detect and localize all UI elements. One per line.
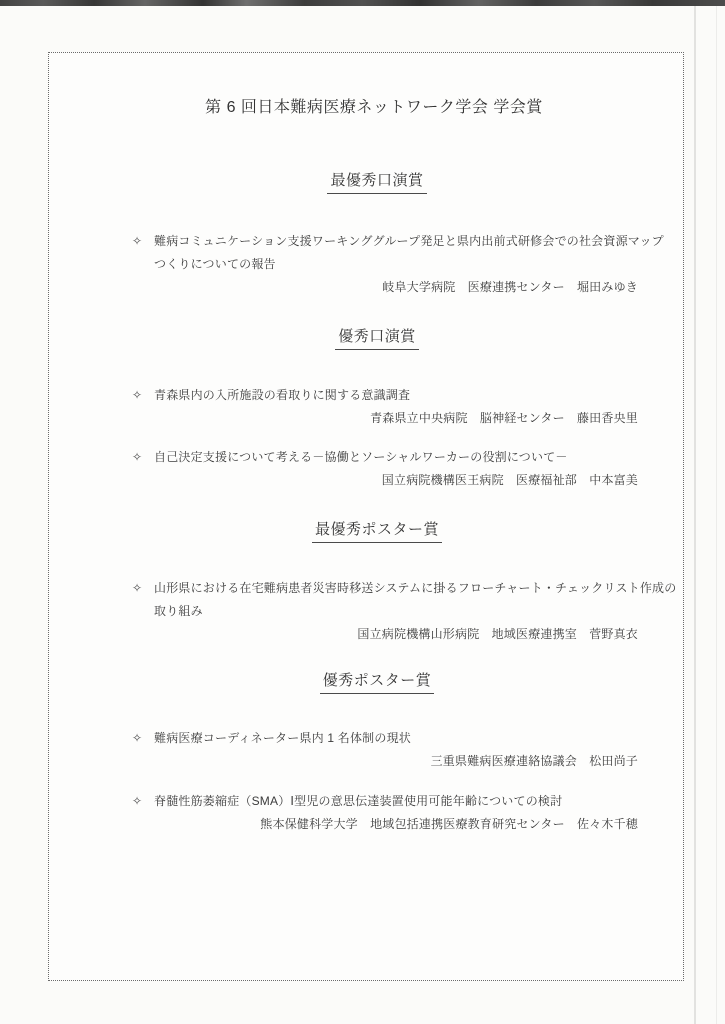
affiliation-line: 岐阜大学病院 医療連携センター 堀田みゆき [382,280,638,294]
item-title-text: 青森県内の入所施設の看取りに関する意識調査 [154,388,411,402]
diamond-bullet-icon: ✧ [132,388,143,402]
item-title-line-2: つくりについての報告 [154,257,276,271]
item-title-text: 脊髄性筋萎縮症（SMA）Ⅰ型児の意思伝達装置使用可能年齢についての検討 [154,794,563,808]
vertical-scan-line [694,6,696,1024]
page-sheet [48,52,684,981]
section-heading-row [49,327,683,350]
section-heading-excellent-oral: 優秀口演賞 [335,327,419,350]
item-title-line [132,230,664,253]
document-title: 第 6 回日本難病医療ネットワーク学会 学会賞 [205,99,543,116]
affiliation-line: 青森県立中央病院 脳神経センター 藤田香央里 [370,411,638,425]
section-heading-excellent-poster: 優秀ポスター賞 [320,671,435,694]
section-heading-best-poster: 最優秀ポスター賞 [312,520,442,543]
diamond-bullet-icon: ✧ [132,731,143,745]
item-title-line [132,384,638,407]
award-item [49,384,683,430]
section-heading-row [49,171,683,194]
award-item [49,727,683,773]
award-item [49,230,683,299]
item-title-line [132,727,638,750]
top-scan-artifact [0,0,725,6]
item-title-text: 山形県における在宅難病患者災害時移送システムに掛るフローチャート・チェックリスト作成の [154,581,677,595]
award-item [49,577,683,646]
item-title-line [132,790,638,813]
vertical-scan-line-faint [716,6,717,1024]
award-item [49,790,683,836]
affiliation-line: 国立病院機構医王病院 医療福祉部 中本富美 [381,473,638,487]
item-title-text: 難病医療コーディネーター県内 1 名体制の現状 [154,731,411,745]
item-title-line [132,577,677,600]
diamond-bullet-icon: ✧ [132,794,143,808]
affiliation-line: 国立病院機構山形病院 地域医療連携室 菅野真衣 [357,627,638,641]
item-title-text: 難病コミュニケーション支援ワーキンググループ発足と県内出前式研修会での社会資源マップ [154,234,664,248]
affiliation-line: 三重県難病医療連絡協議会 松田尚子 [430,754,638,768]
diamond-bullet-icon: ✧ [132,450,143,464]
section-heading-best-oral: 最優秀口演賞 [327,171,426,194]
diamond-bullet-icon: ✧ [132,234,143,248]
item-title-line-2: 取り組み [154,604,203,618]
diamond-bullet-icon: ✧ [132,581,143,595]
section-heading-row [49,671,683,694]
affiliation-line: 熊本保健科学大学 地域包括連携医療教育研究センター 佐々木千穂 [260,817,638,831]
page-content [49,53,683,836]
item-title-text: 自己決定支援について考える－協働とソーシャルワーカーの役割について－ [154,450,568,464]
award-item [49,446,683,492]
section-heading-row [49,520,683,543]
item-title-line [132,446,638,469]
